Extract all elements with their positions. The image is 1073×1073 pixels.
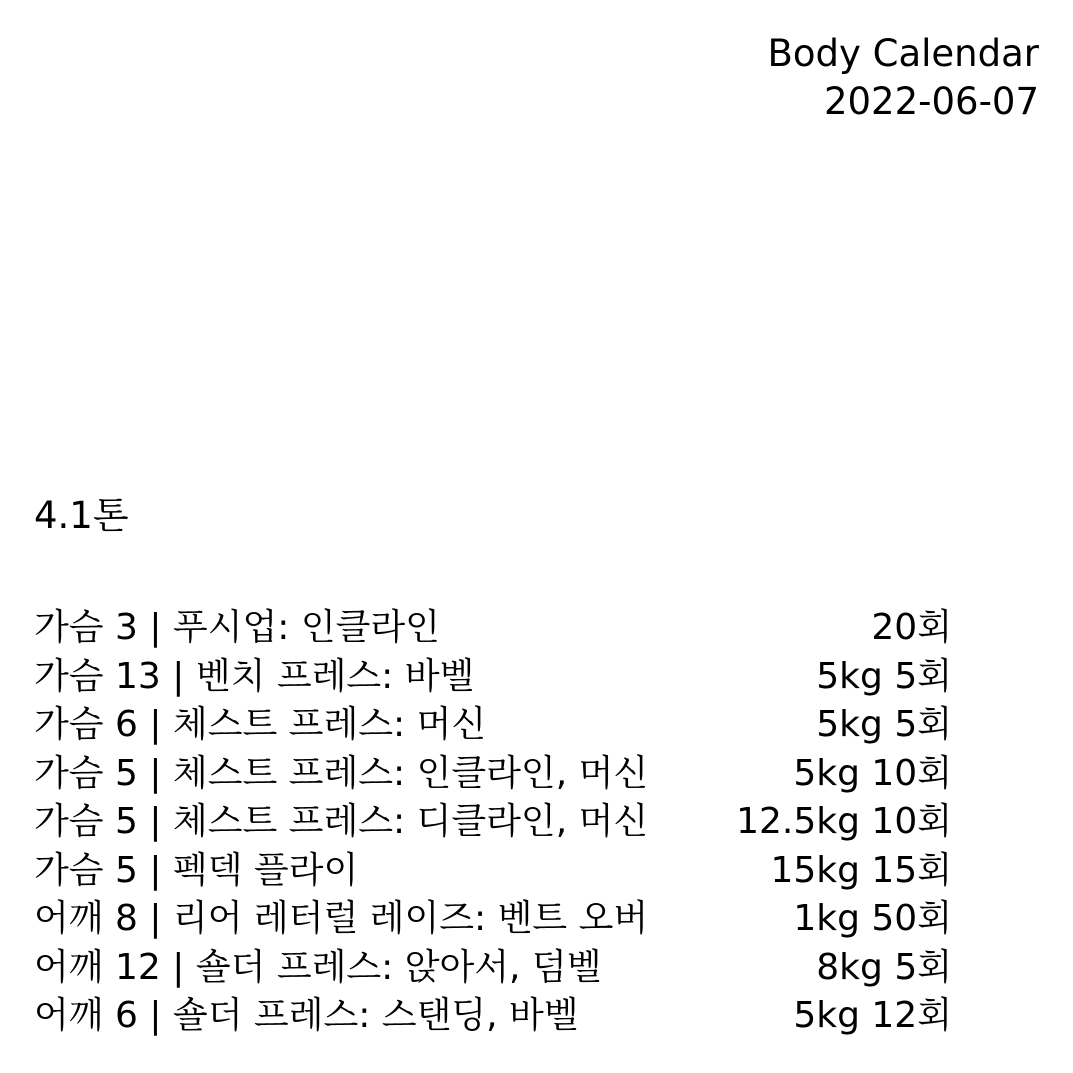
- exercise-amount: 5kg 5회: [816, 704, 952, 745]
- log-row: [34, 895, 952, 944]
- log-row: [34, 847, 952, 896]
- exercise-name: 가슴 6 | 체스트 프레스: 머신: [34, 704, 487, 745]
- log-row: [34, 750, 952, 799]
- exercise-name: 가슴 5 | 체스트 프레스: 디클라인, 머신: [34, 801, 649, 842]
- exercise-name: 어깨 6 | 숄더 프레스: 스탠딩, 바벨: [34, 995, 579, 1036]
- exercise-name: 가슴 5 | 펙덱 플라이: [34, 849, 359, 891]
- exercise-name: 가슴 3 | 푸시업: 인클라인: [34, 607, 440, 648]
- total-volume: 4.1톤: [34, 494, 129, 537]
- log-row: [34, 701, 952, 750]
- exercise-amount: 1kg 50회: [793, 898, 952, 939]
- log-row: [34, 604, 952, 653]
- header: [767, 30, 1039, 126]
- workout-log: [34, 604, 952, 1041]
- log-row: [34, 798, 952, 847]
- exercise-name: 가슴 13 | 벤치 프레스: 바벨: [34, 655, 475, 697]
- date-label: 2022-06-07: [823, 80, 1039, 123]
- exercise-amount: 8kg 5회: [816, 946, 952, 988]
- exercise-amount: 5kg 12회: [793, 995, 952, 1036]
- exercise-name: 가슴 5 | 체스트 프레스: 인클라인, 머신: [34, 752, 649, 794]
- exercise-name: 어깨 12 | 숄더 프레스: 앉아서, 덤벨: [34, 946, 602, 988]
- app-title: Body Calendar: [767, 32, 1039, 75]
- exercise-name: 어깨 8 | 리어 레터럴 레이즈: 벤트 오버: [34, 898, 649, 939]
- exercise-amount: 5kg 10회: [793, 752, 952, 794]
- log-row: [34, 944, 952, 993]
- exercise-amount: 12.5kg 10회: [736, 801, 952, 842]
- log-row: [34, 653, 952, 702]
- log-row: [34, 992, 952, 1041]
- exercise-amount: 15kg 15회: [770, 849, 952, 891]
- exercise-amount: 20회: [871, 607, 952, 648]
- exercise-amount: 5kg 5회: [816, 655, 952, 697]
